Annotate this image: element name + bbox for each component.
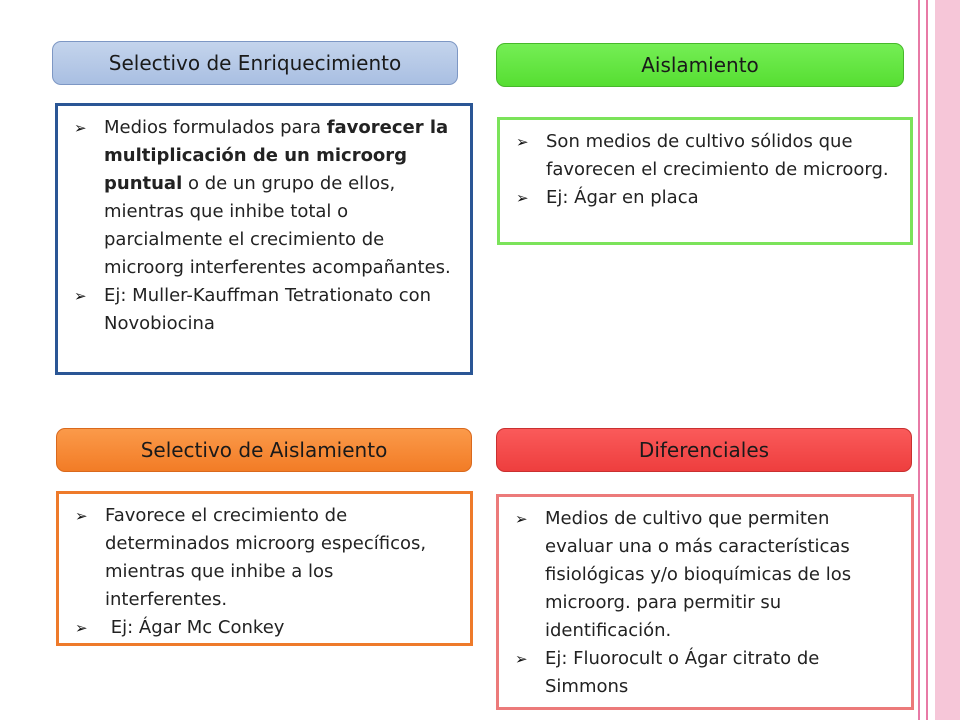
decorative-line [926,0,928,720]
box-enriquecimiento [55,103,473,375]
header-diferenciales [496,428,912,472]
arrow-bullet-icon: ➢ [74,287,87,305]
bullet-text: Favorece el crecimiento de determinados microorg específicos, mientras que inhibe a los interferentes. [105,505,427,610]
bullet-text: Ej: Ágar en placa [546,187,699,208]
list-item [510,128,900,184]
bullet-text: Medios de cultivo que permiten evaluar una o más características fisiológicas y/o bioquímicas de los microorg. para permitir su identificación. [545,508,852,641]
arrow-bullet-icon: ➢ [75,619,88,637]
arrow-bullet-icon: ➢ [516,189,529,207]
arrow-bullet-icon: ➢ [75,507,88,525]
bullet-bold-text: favorecer la multiplicación de un microorg puntual [104,117,449,194]
header-title: Diferenciales [638,438,770,462]
header-title: Selectivo de Enriquecimiento [108,51,402,75]
arrow-bullet-icon: ➢ [515,650,528,668]
header-enriquecimiento [52,41,458,85]
bullet-text: Medios formulados para [104,117,327,138]
list-item [509,505,901,645]
list-item [68,282,460,338]
box-diferenciales [496,494,914,710]
list-item [68,114,460,282]
box-aislamiento [497,117,913,245]
header-selectivo-aislamiento [56,428,472,472]
decorative-side-band [935,0,960,720]
bullet-text: Ej: Ágar Mc Conkey [105,617,285,638]
arrow-bullet-icon: ➢ [74,119,87,137]
header-title: Selectivo de Aislamiento [140,438,388,462]
bullet-text: o de un grupo de ellos, mientras que inhibe total o parcialmente el crecimiento de microorg interferentes acompañantes. [104,173,451,278]
header-aislamiento [496,43,904,87]
bullet-text: Ej: Fluorocult o Ágar citrato de Simmons [545,648,820,697]
box-selectivo-aislamiento [56,491,473,646]
list-item [510,184,900,212]
list-item [69,614,460,642]
header-title: Aislamiento [641,53,759,77]
decorative-line [918,0,920,720]
bullet-text: Son medios de cultivo sólidos que favorecen el crecimiento de microorg. [546,131,889,180]
arrow-bullet-icon: ➢ [515,510,528,528]
bullet-text: Ej: Muller-Kauffman Tetrationato con Novobiocina [104,285,432,334]
list-item [509,645,901,701]
list-item [69,502,460,614]
arrow-bullet-icon: ➢ [516,133,529,151]
